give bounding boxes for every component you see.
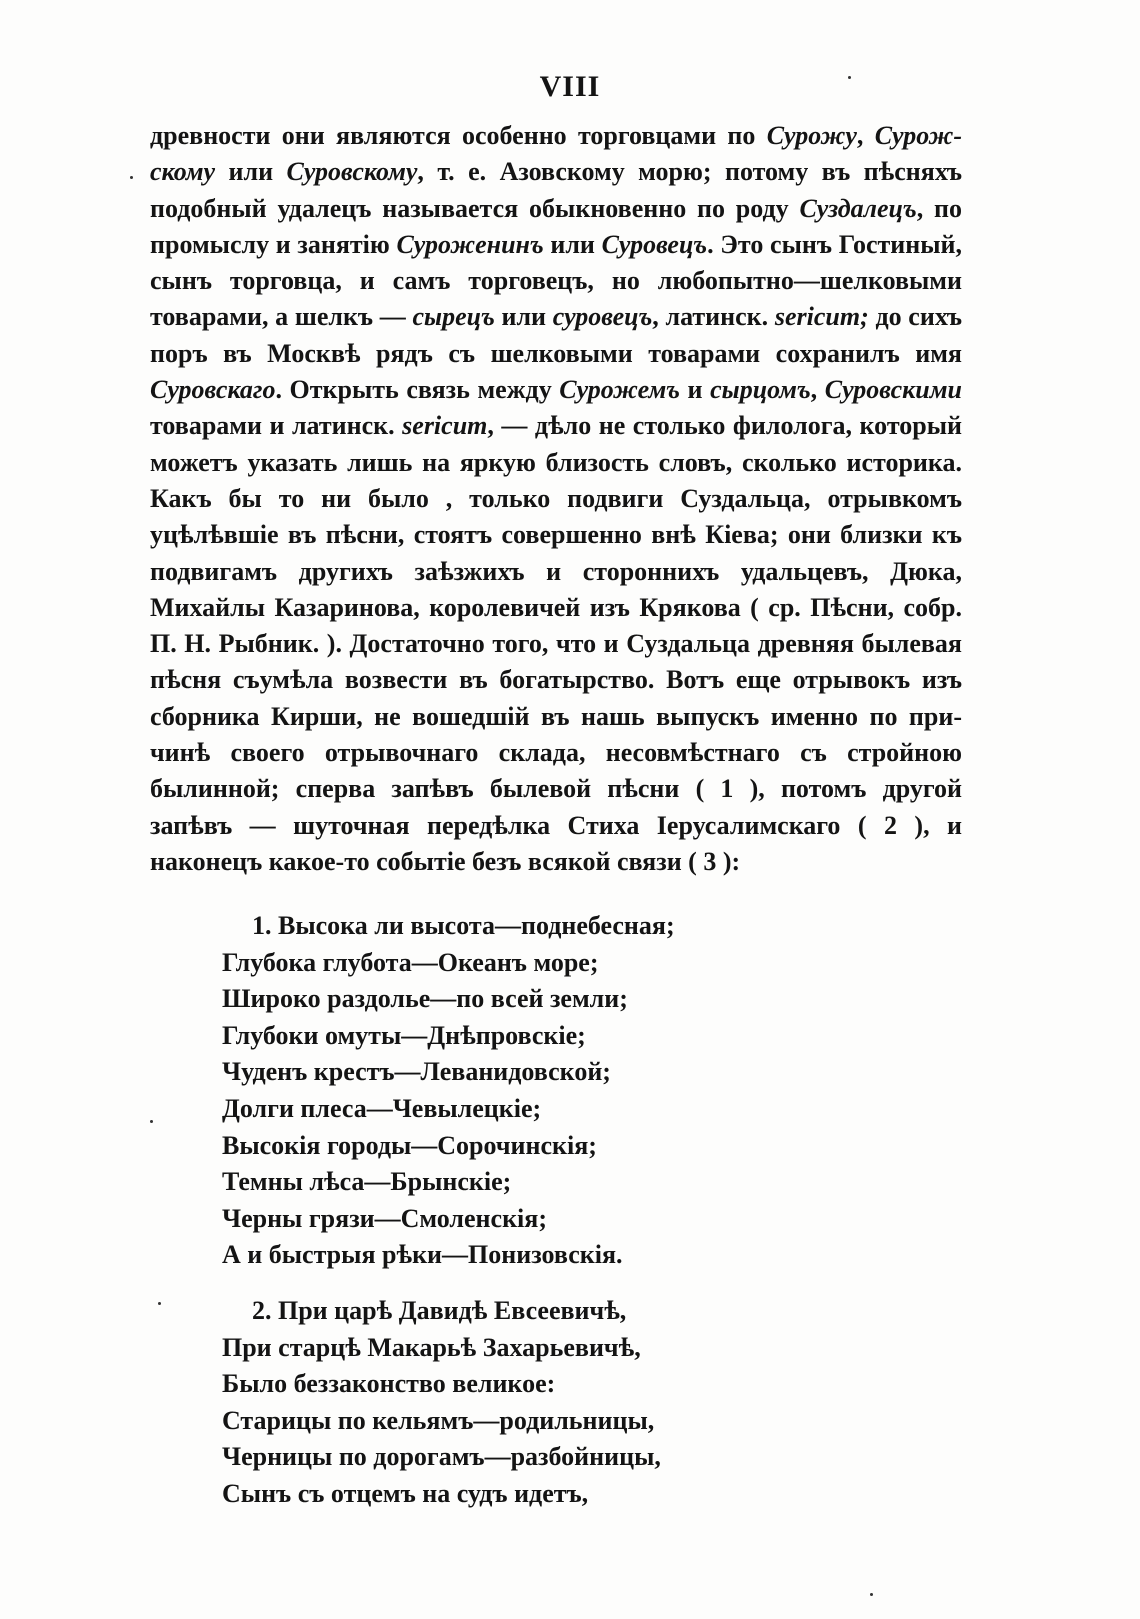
prose-text: или [543,229,602,259]
prose-italic-term: sericum; [774,302,869,332]
verse-line: 1. Высока ли высота—поднебесная; [252,911,675,940]
prose-text: , [810,375,825,405]
verse-fragment-1 [222,908,922,1274]
prose-italic-term: Суровскими [824,375,963,405]
prose-text: , по промыслу и занятію [150,193,962,259]
scan-speck [870,1593,873,1596]
verse-line: А и быстрыя рѣки—Понизовскія. [222,1240,623,1270]
scan-speck [130,176,133,179]
scan-speck [848,76,851,79]
prose-italic-term: Суздалецъ [799,193,917,223]
prose-italic-term: Сурожу [766,121,857,150]
scan-speck [158,1302,161,1305]
prose-text: или [215,157,287,187]
prose-text: , т. е. Азовскому морю; потому въ пѣсняхъ подобный удалецъ называется обыкновенно по роду [150,157,962,223]
verse-line: Черницы по дорогамъ—разбойницы, [222,1442,661,1472]
prose-italic-term: сырцомъ [710,375,811,405]
verse-line: Темны лѣса—Брынскіе; [222,1167,512,1197]
prose-text: , [856,121,875,150]
prose-text: , латинск. [652,302,775,332]
prose-italic-term: sericum [402,411,488,441]
prose-italic-term: Суровецъ [601,229,708,259]
verse-line: 2. При царѣ Давидѣ Евсеевичѣ, [252,1296,627,1325]
prose-text: . Это сынъ Гостиный, сынъ торговца, и самъ торговецъ, но любопытно—шелковыми товарами, а шелкъ — [150,229,962,332]
prose-italic-term: Сурожскому [150,121,963,187]
verse-fragment-2 [222,1293,922,1513]
prose-italic-term: Сурожeнинъ [396,229,544,259]
prose-italic-term: Суровскаго [150,375,276,405]
scan-speck [150,1120,153,1123]
prose-italic-term: сырецъ [412,302,495,332]
prose-paragraph [150,118,962,880]
verse-line: Глубоки омуты—Днѣпровскіе; [222,1020,586,1050]
prose-italic-term: Суровскому [286,157,418,187]
prose-text: . Открыть связь между [275,375,560,405]
verse-line: Было беззаконство великое: [222,1369,556,1399]
prose-text: древности они являются особенно торговцами по [150,121,767,150]
verse-line: Долги плеса—Чевылецкіе; [222,1093,542,1123]
verse-line: Черны грязи—Смоленскія; [222,1203,547,1233]
verse-line: Сынъ съ отцемъ на судъ идетъ, [222,1478,589,1508]
verse-line: Чуденъ крестъ—Леванидовской; [222,1057,611,1087]
verse-line: Старицы по кельямъ—родильницы, [222,1405,655,1435]
prose-text: или [494,302,553,332]
verse-line: При старцѣ Макарьѣ Захарьевичѣ, [222,1332,641,1362]
verse-line: Глубока глубота—Океанъ море; [222,947,599,977]
prose-text: до сихъ поръ въ Москвѣ рядъ съ шелковыми товарами сохранилъ имя [150,302,962,368]
prose-text: и [679,375,711,405]
verse-line: Широко раздолье—по всей земли; [222,984,628,1014]
page-number: VIII [539,70,601,103]
prose-italic-term: суровецъ [552,302,653,332]
prose-text: , — дѣло не столько филолога, который можетъ указать лишь на яркую близость словъ, сколько историка. Какъ бы то ни было , только подвиги Суздальца, отрывкомъ уцѣлѣвшіе въ пѣсни, стоятъ совершенно внѣ Кіева; они близки къ подвигамъ другихъ заѣзжихъ и стороннихъ удальцевъ, Дюка, Михайлы Казаринова, королевичей изъ Крякова ( ср. Пѣсни, собр. П. Н. Рыбник. ). Достаточно того, что и Суздальца древняя былевая пѣсня съумѣла возвести въ богатырство. Вотъ еще отрывокъ изъ сборника Кирши, не вошедшій въ нашь выпускъ именно по причинѣ своего отрывочнаго склада, несовмѣстнаго съ стройною былинной; сперва запѣвъ былевой пѣсни ( 1 ), потомъ другой запѣвъ — шуточная передѣлка Стиха Іерусалимскаго ( 2 ), и наконецъ какое-то событіе безъ всякой связи ( 3 ): [150,411,962,876]
verse-line: Высокія городы—Сорочинскія; [222,1130,597,1160]
prose-text: товарами и латинск. [150,411,403,441]
prose-italic-term: Сурожемъ [559,375,680,405]
